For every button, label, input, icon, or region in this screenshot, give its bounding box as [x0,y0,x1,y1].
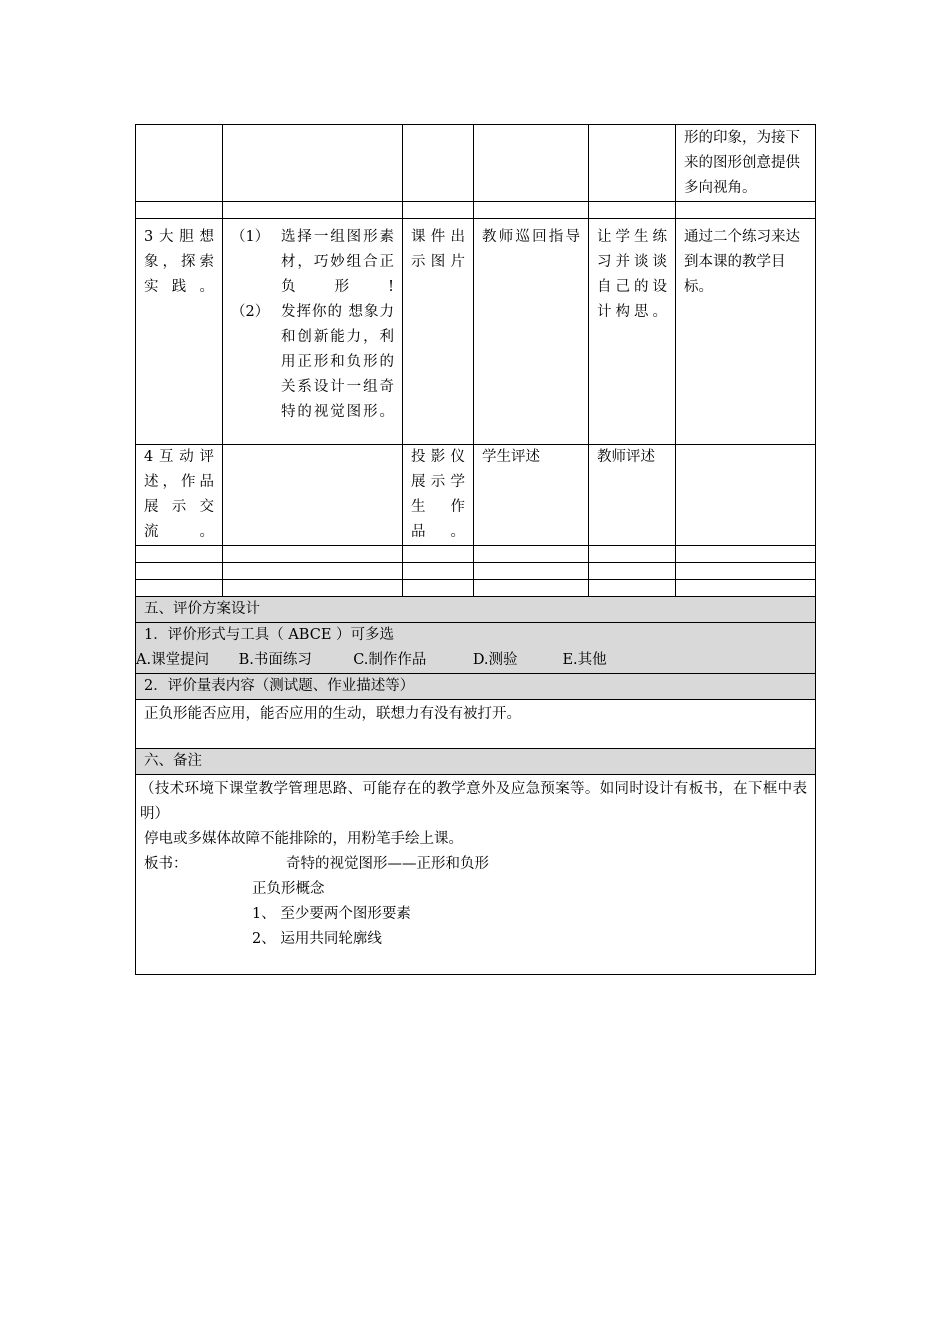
board-point: 2、 运用共同轮廓线 [252,931,382,947]
option: C.制作作品 [353,652,427,668]
evaluation-scale-title: 2．评价量表内容（测试题、作业描述等） [136,674,816,700]
remarks-note: （技术环境下课堂教学管理思路、可能存在的教学意外及应急预案等。如同时设计有板书，在下框中表明） [140,781,807,822]
table-row [136,674,816,700]
board-heading [144,852,807,877]
table-row [136,202,816,219]
remarks [136,775,816,975]
board-title: 奇特的视觉图形——正形和负形 [286,856,489,872]
cell-teacher: 教师巡回指导 [474,219,589,445]
table-row [136,775,816,975]
section-title: 六、备注 [136,749,816,775]
cell-teacher: 学生评述 [474,445,589,546]
option: E.其他 [562,652,607,668]
cell-student: 让学生练习并谈谈自己的设计构思。 [589,219,676,445]
task-list [231,225,394,425]
table-row [136,623,816,674]
cell-step: 4互动评述，作品展示交流。 [136,445,223,546]
option: A.课堂提问 [136,652,210,668]
table-row [136,580,816,597]
cell-purpose: 形的印象，为接下来的图形创意提供多向视角。 [676,125,816,202]
cell-student: 教师评述 [589,445,676,546]
section-title: 五、评价方案设计 [136,597,816,623]
board-point: 1、 至少要两个图形要素 [252,906,411,922]
evaluation-content: 正负形能否应用，能否应用的生动，联想力有没有被打开。 [136,700,816,749]
cell-step: 3大胆想象，探索实践。 [136,219,223,445]
contingency-plan: 停电或多媒体故障不能排除的，用粉笔手绘上课。 [144,831,463,847]
option: B.书面练习 [238,652,312,668]
cell-media: 投影仪展示学生 作品。 [403,445,474,546]
board-label: 板书： [144,856,188,872]
option: D.测验 [472,652,518,668]
table-row [136,445,816,546]
cell-tasks [223,219,403,445]
cell-purpose: 通过二个练习来达到本课的教学目标。 [676,219,816,445]
table-row [136,546,816,563]
lesson-plan-table [135,124,816,975]
list-item: （2） 发挥你的 想象力和创新能力，利用正形和负形的关系设计一组奇特的视觉图形。 [231,304,394,420]
evaluation-forms-title: 1．评价形式与工具（ ABCE ）可多选 [144,627,395,643]
table-row [136,563,816,580]
table-row [136,700,816,749]
board-concept: 正负形概念 [252,881,325,897]
list-item: （1） 选择一组图形素材，巧妙组合正负形! [231,229,394,295]
section-header [136,597,816,623]
table-row [136,219,816,445]
cell-media: 课件出示图片 [403,219,474,445]
options-list [136,648,807,673]
evaluation-forms [136,623,816,674]
section-header [136,749,816,775]
table-row [136,125,816,202]
